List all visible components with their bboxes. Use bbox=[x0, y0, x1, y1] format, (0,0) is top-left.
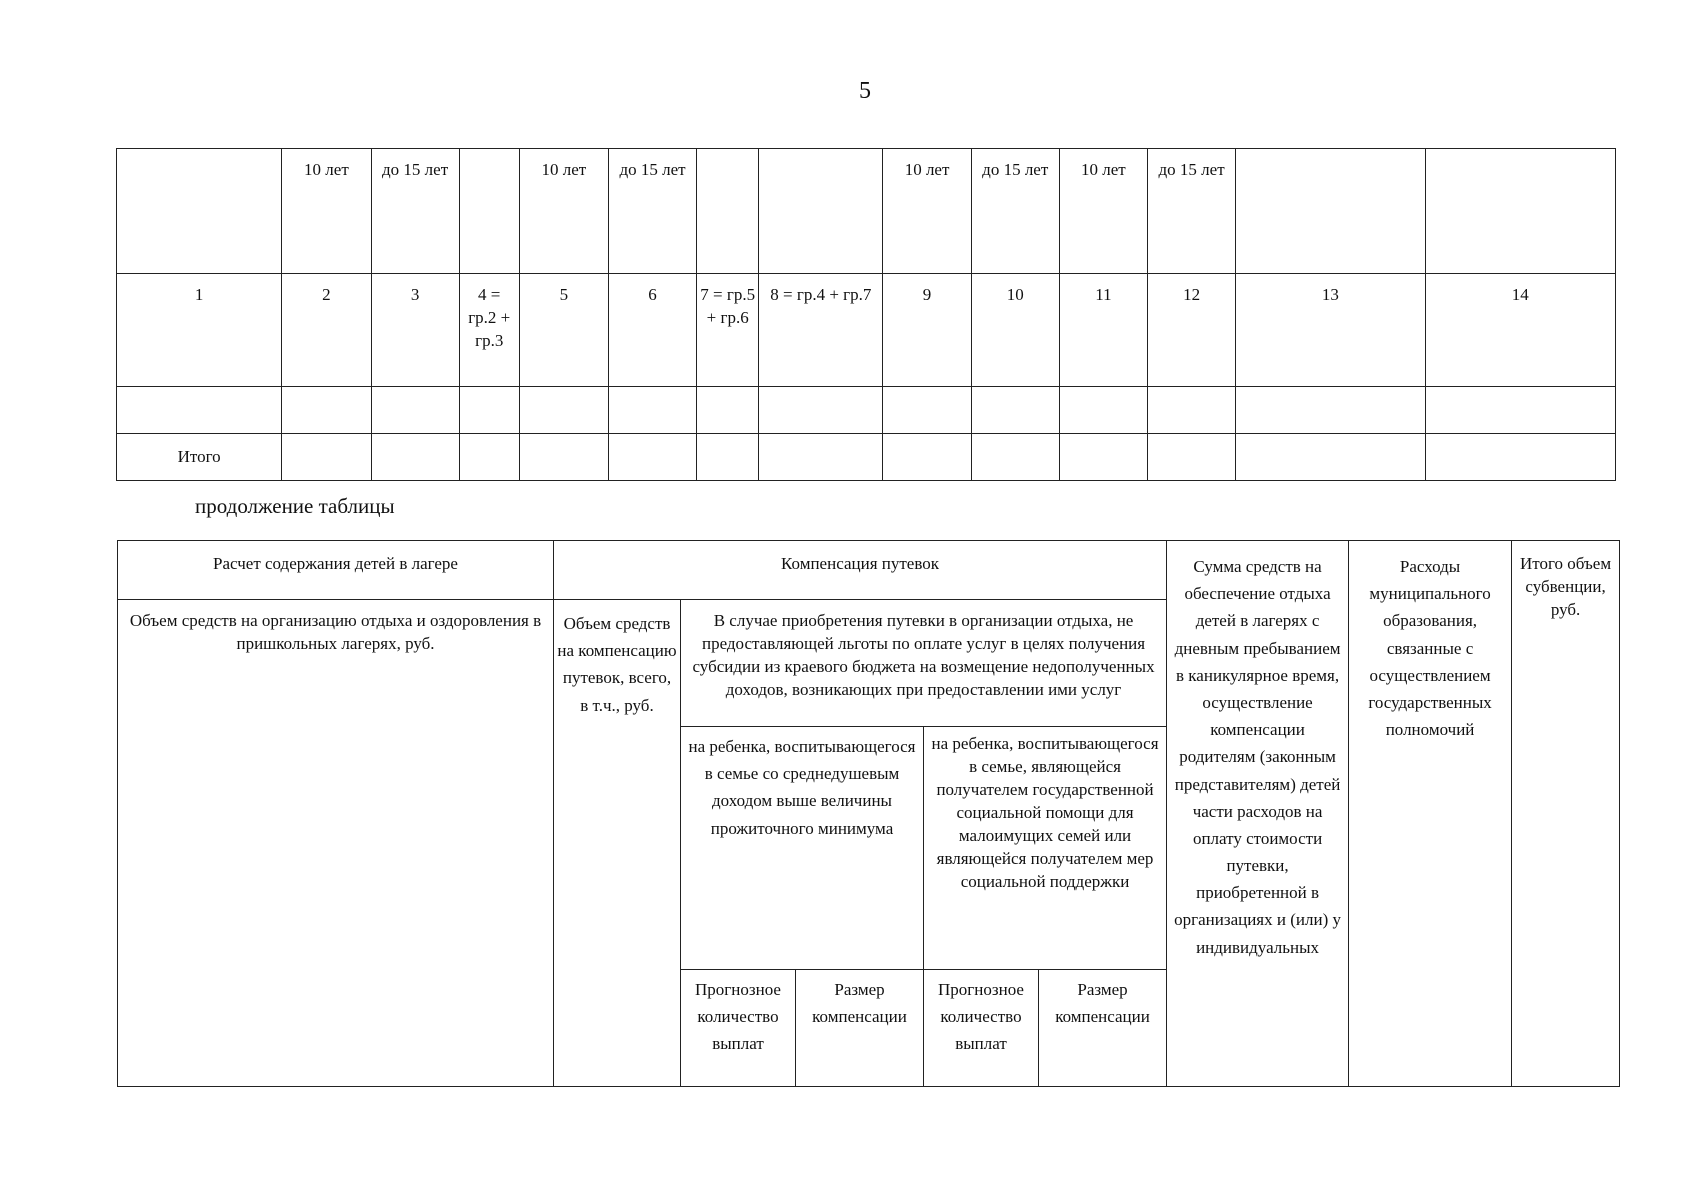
municipal-expenses-header: Расходы муниципального образования, связанные с осуществлением государственных полномочий bbox=[1349, 541, 1512, 1087]
child-high-income-header: на ребенка, воспитывающегося в семье со среднедушевым доходом выше величины прожиточного минимума bbox=[681, 727, 924, 970]
column-number-cell: 9 bbox=[883, 274, 971, 387]
camp-volume-header: Объем средств на организацию отдыха и оздоровления в пришкольных лагерях, руб. bbox=[118, 600, 554, 1087]
age-cell bbox=[459, 149, 519, 274]
age-cell: до 15 лет bbox=[608, 149, 696, 274]
column-number-cell: 5 bbox=[519, 274, 608, 387]
total-label: Итого bbox=[117, 434, 282, 481]
total-row bbox=[117, 434, 1616, 481]
age-cell bbox=[1236, 149, 1425, 274]
age-cell: до 15 лет bbox=[971, 149, 1059, 274]
column-number-cell: 1 bbox=[117, 274, 282, 387]
column-number-cell: 8 = гр.4 + гр.7 bbox=[759, 274, 883, 387]
column-number-row bbox=[117, 274, 1616, 387]
continuation-label: продолжение таблицы bbox=[195, 494, 395, 518]
compensation-volume-header: Объем средств на компенсацию путевок, всего, в т.ч., руб. bbox=[554, 600, 681, 1087]
forecast-payments-header: Прогнозное количество выплат bbox=[681, 970, 796, 1087]
age-row bbox=[117, 149, 1616, 274]
forecast-payments-header: Прогнозное количество выплат bbox=[924, 970, 1039, 1087]
age-cell: 10 лет bbox=[883, 149, 971, 274]
total-subvention-header: Итого объем субвенции, руб. bbox=[1512, 541, 1620, 1087]
column-number-cell: 13 bbox=[1236, 274, 1425, 387]
column-number-cell: 2 bbox=[282, 274, 371, 387]
sum-funds-header: Сумма средств на обеспечение отдыха детей в лагерях с дневным пребыванием в каникулярное время, осуществление компенсации родителям (законным представителям) детей части расходов на оплату стоимости путевки, приобретенной в организациях и (или) у индивидуальных bbox=[1167, 541, 1349, 1087]
age-cell: 10 лет bbox=[519, 149, 608, 274]
camp-group-header: Расчет содержания детей в лагере bbox=[118, 541, 554, 600]
compensation-group-header: Компенсация путевок bbox=[554, 541, 1167, 600]
age-cell: до 15 лет bbox=[1147, 149, 1235, 274]
age-cell bbox=[697, 149, 759, 274]
top-table bbox=[116, 148, 1616, 481]
column-number-cell: 14 bbox=[1425, 274, 1615, 387]
child-low-income-header: на ребенка, воспитывающегося в семье, являющейся получателем государственной социальной помощи для малоимущих семей или являющейся получателем мер социальной поддержки bbox=[924, 727, 1167, 970]
age-cell: 10 лет bbox=[282, 149, 371, 274]
bottom-table bbox=[117, 540, 1620, 1087]
age-cell bbox=[1425, 149, 1615, 274]
age-cell bbox=[117, 149, 282, 274]
column-number-cell: 10 bbox=[971, 274, 1059, 387]
age-cell: 10 лет bbox=[1059, 149, 1147, 274]
compensation-amount-header: Размер компенсации bbox=[796, 970, 924, 1087]
column-number-cell: 12 bbox=[1147, 274, 1235, 387]
page-number: 5 bbox=[859, 78, 871, 104]
column-number-cell: 6 bbox=[608, 274, 696, 387]
age-cell bbox=[759, 149, 883, 274]
empty-data-row bbox=[117, 387, 1616, 434]
purchase-case-header: В случае приобретения путевки в организации отдыха, не предоставляющей льготы по оплате услуг в целях получения субсидии из краевого бюджета на возмещение недополученных доходов, возникающих при предоставлении ими услуг bbox=[681, 600, 1167, 727]
column-number-cell: 4 = гр.2 + гр.3 bbox=[459, 274, 519, 387]
age-cell: до 15 лет bbox=[371, 149, 459, 274]
column-number-cell: 11 bbox=[1059, 274, 1147, 387]
column-number-cell: 3 bbox=[371, 274, 459, 387]
column-number-cell: 7 = гр.5 + гр.6 bbox=[697, 274, 759, 387]
compensation-amount-header: Размер компенсации bbox=[1039, 970, 1167, 1087]
